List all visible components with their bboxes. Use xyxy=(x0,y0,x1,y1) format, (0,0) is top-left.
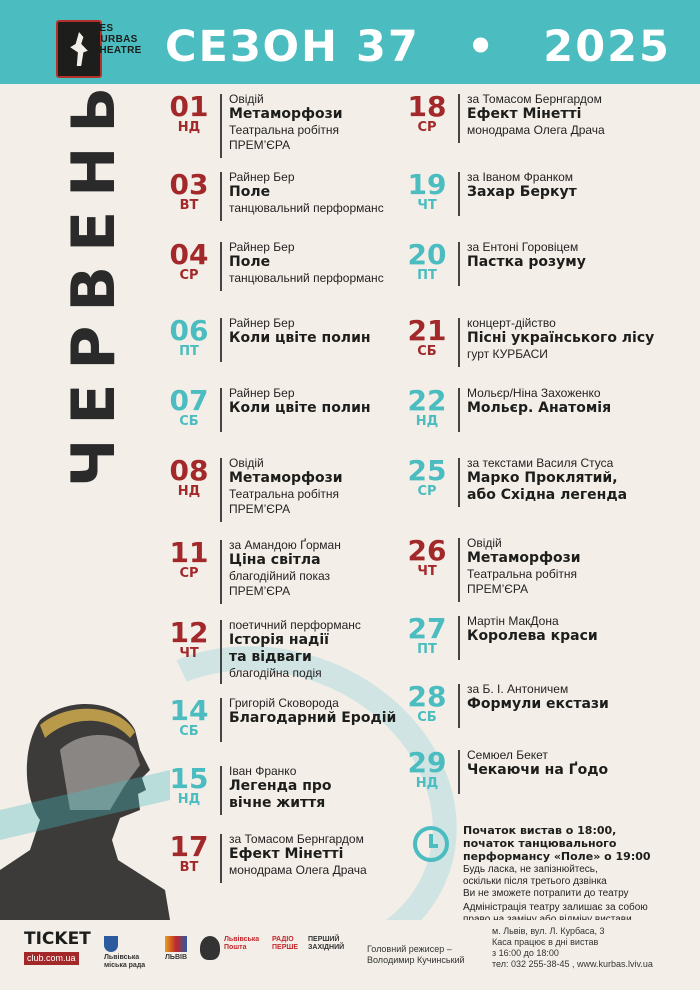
event-date xyxy=(160,618,218,661)
event-date xyxy=(398,456,456,499)
event-author: Овідій xyxy=(229,92,264,106)
event-divider xyxy=(220,172,222,221)
event-author: Мартін МакДона xyxy=(467,614,559,628)
event-divider xyxy=(220,834,222,883)
event-info xyxy=(467,170,699,201)
event-title: Поле xyxy=(229,254,271,270)
month-title: ЧЕРВЕНЬ xyxy=(59,72,129,488)
event-divider xyxy=(220,698,222,742)
event-info xyxy=(467,614,699,645)
event-author: Григорій Сковорода xyxy=(229,696,339,710)
event-weekday: СР xyxy=(179,268,199,283)
event-day: 07 xyxy=(169,384,209,417)
event-day: 18 xyxy=(407,90,447,123)
event-date xyxy=(398,316,456,359)
event-info xyxy=(467,240,699,271)
event-author: Іван Франко xyxy=(229,764,297,778)
event-title: Метаморфози xyxy=(467,550,581,566)
event-author: за Томасом Бернгардом xyxy=(467,92,602,106)
event-weekday: ПТ xyxy=(417,268,437,283)
event-weekday: НД xyxy=(177,120,201,135)
event-author: за Ентоні Горовіцем xyxy=(467,240,579,254)
event-day: 29 xyxy=(407,746,447,779)
lion-logo xyxy=(200,936,224,966)
clock-icon xyxy=(413,826,449,862)
late-line-3: Ви не зможете потрапити до театру xyxy=(463,888,629,899)
start-line-3: перформансу «Поле» о 19:00 xyxy=(463,850,651,863)
event-divider xyxy=(220,766,222,815)
event-note: монодрама Олега Драча xyxy=(467,123,605,137)
event-author: за Амандою Ґорман xyxy=(229,538,341,552)
event-weekday: НД xyxy=(415,776,439,791)
event-divider xyxy=(220,318,222,362)
event-note: Театральна робітня xyxy=(467,567,577,581)
event-weekday: НД xyxy=(177,792,201,807)
lviv-logo xyxy=(165,936,195,966)
event-author: за текстами Василя Стуса xyxy=(467,456,614,470)
director-line-2: Володимир Кучинський xyxy=(367,955,465,965)
start-line-1: Початок вистав о 18:00, xyxy=(463,824,617,837)
event-divider xyxy=(220,94,222,158)
event-divider xyxy=(458,172,460,216)
event-author: Овідій xyxy=(467,536,502,550)
event-info xyxy=(467,456,699,504)
event-divider xyxy=(458,242,460,286)
event-day: 20 xyxy=(407,238,447,271)
late-line-2: оскільки після третього дзвінка xyxy=(463,876,607,887)
event-info xyxy=(467,316,699,362)
event-date xyxy=(398,682,456,725)
event-day: 19 xyxy=(407,168,447,201)
start-time-note xyxy=(463,824,700,863)
season-year: 2025 xyxy=(543,22,671,72)
event-divider xyxy=(458,94,460,143)
late-line-1: Будь ласка, не запізнюйтесь, xyxy=(463,864,598,875)
season-name: СЕЗОН 37 xyxy=(165,22,420,72)
lviv-post-logo xyxy=(224,936,264,966)
radio-label: РАДІО ПЕРШЕ xyxy=(272,936,299,951)
ticket-logo-bottom: club.com.ua xyxy=(24,952,79,965)
event-title: Марко Проклятий, xyxy=(467,470,618,486)
event-day: 14 xyxy=(169,694,209,727)
event-day: 03 xyxy=(169,168,209,201)
ticket-club-logo[interactable] xyxy=(24,929,91,964)
event-title: Метаморфози xyxy=(229,470,343,486)
event-divider xyxy=(458,616,460,660)
event-title: Пастка розуму xyxy=(467,254,586,270)
event-day: 12 xyxy=(169,616,209,649)
event-author: поетичний перформанс xyxy=(229,618,361,632)
event-title: Ефект Мінетті xyxy=(229,846,344,862)
event-weekday: СБ xyxy=(417,710,437,725)
event-note: ПРЕМ’ЄРА xyxy=(467,582,529,596)
lviv-icon xyxy=(165,936,187,952)
event-divider xyxy=(220,620,222,684)
event-weekday: ПТ xyxy=(417,642,437,657)
event-weekday: ЧТ xyxy=(417,198,437,213)
event-title: Ціна світла xyxy=(229,552,321,568)
event-author: концерт-дійство xyxy=(467,316,556,330)
event-title: Захар Беркут xyxy=(467,184,577,200)
event-note: благодійна подія xyxy=(229,666,322,680)
event-date xyxy=(160,764,218,807)
address-block xyxy=(492,926,653,970)
event-title: Коли цвіте полин xyxy=(229,330,371,346)
event-title: Історія надії xyxy=(229,632,329,648)
event-note: танцювальний перформанс xyxy=(229,201,384,215)
lion-icon xyxy=(200,936,220,960)
event-note: гурт КУРБАСИ xyxy=(467,347,548,361)
event-divider xyxy=(458,684,460,728)
event-note: ПРЕМ’ЄРА xyxy=(229,138,291,152)
event-author: за Іваном Франком xyxy=(467,170,574,184)
event-author: Семюел Бекет xyxy=(467,748,548,762)
event-title: або Східна легенда xyxy=(467,487,628,503)
event-weekday: СР xyxy=(417,120,437,135)
event-day: 06 xyxy=(169,314,209,347)
event-day: 21 xyxy=(407,314,447,347)
event-date xyxy=(398,170,456,213)
event-weekday: СБ xyxy=(179,414,199,429)
event-divider xyxy=(220,458,222,522)
event-date xyxy=(160,240,218,283)
event-weekday: НД xyxy=(177,484,201,499)
event-weekday: СР xyxy=(417,484,437,499)
event-weekday: СР xyxy=(179,566,199,581)
event-title: Благодарний Еродій xyxy=(229,710,397,726)
event-title: та відваги xyxy=(229,649,312,665)
late-note xyxy=(463,864,700,900)
admin-line-1: Адміністрація театру залишає за собою xyxy=(463,902,648,913)
director-line-1: Головний режисер – xyxy=(367,944,452,954)
event-divider xyxy=(458,388,460,432)
season-title xyxy=(165,22,671,72)
event-date xyxy=(160,170,218,213)
first-western-label: ПЕРШИЙ ЗАХІДНИЙ xyxy=(308,936,345,951)
event-date xyxy=(398,386,456,429)
event-note: Театральна робітня xyxy=(229,123,339,137)
event-weekday: НД xyxy=(415,414,439,429)
event-day: 04 xyxy=(169,238,209,271)
event-divider xyxy=(458,458,460,507)
event-date xyxy=(160,92,218,135)
address-line-1: м. Львів, вул. Л. Курбаса, 3 xyxy=(492,926,605,936)
event-author: за Б. І. Антоничем xyxy=(467,682,569,696)
event-date xyxy=(398,614,456,657)
event-date xyxy=(160,696,218,739)
event-title: Ефект Мінетті xyxy=(467,106,582,122)
event-weekday: ВТ xyxy=(179,860,199,875)
coat-of-arms-icon xyxy=(104,936,118,952)
event-weekday: ПТ xyxy=(179,344,199,359)
event-author: Райнер Бер xyxy=(229,386,295,400)
event-author: за Томасом Бернгардом xyxy=(229,832,364,846)
event-title: вічне життя xyxy=(229,795,326,811)
event-divider xyxy=(458,318,460,367)
radio-logo xyxy=(272,936,302,966)
event-date xyxy=(160,386,218,429)
event-author: Райнер Бер xyxy=(229,240,295,254)
event-day: 27 xyxy=(407,612,447,645)
event-title: Королева краси xyxy=(467,628,598,644)
event-date xyxy=(160,832,218,875)
event-note: ПРЕМ’ЄРА xyxy=(229,584,291,598)
event-weekday: ЧТ xyxy=(179,646,199,661)
event-day: 15 xyxy=(169,762,209,795)
event-note: благодійний показ xyxy=(229,569,330,583)
event-date xyxy=(398,92,456,135)
event-title: Чекаючи на Ґодо xyxy=(467,762,609,778)
event-date xyxy=(160,538,218,581)
event-date xyxy=(160,456,218,499)
event-info xyxy=(467,536,699,597)
poet-portrait xyxy=(0,690,170,920)
event-info xyxy=(467,386,699,417)
event-weekday: ВТ xyxy=(179,198,199,213)
event-day: 22 xyxy=(407,384,447,417)
event-title: Мольєр. Анатомія xyxy=(467,400,612,416)
event-divider xyxy=(220,388,222,432)
event-day: 11 xyxy=(169,536,209,569)
lviv-council-label: Львівська міська рада xyxy=(104,954,146,969)
event-divider xyxy=(458,750,460,794)
event-note: монодрама Олега Драча xyxy=(229,863,367,877)
event-day: 25 xyxy=(407,454,447,487)
event-divider xyxy=(220,242,222,291)
event-author: Овідій xyxy=(229,456,264,470)
event-weekday: СБ xyxy=(179,724,199,739)
event-author: Райнер Бер xyxy=(229,316,295,330)
event-title: Метаморфози xyxy=(229,106,343,122)
event-date xyxy=(160,316,218,359)
ticket-logo-top: TICKET xyxy=(24,929,91,949)
event-date xyxy=(398,240,456,283)
event-author: Мольєр/Ніна Захоженко xyxy=(467,386,601,400)
address-line-4[interactable]: тел: 032 255-38-45 , www.kurbas.lviv.ua xyxy=(492,959,653,969)
event-date xyxy=(398,536,456,579)
event-title: Поле xyxy=(229,184,271,200)
event-info xyxy=(467,748,699,779)
first-western-logo xyxy=(308,936,362,966)
season-bullet: • xyxy=(466,22,497,72)
event-title: Пісні українського лісу xyxy=(467,330,655,346)
address-line-3: з 16:00 до 18:00 xyxy=(492,948,559,958)
event-info xyxy=(467,682,699,713)
event-author: Райнер Бер xyxy=(229,170,295,184)
event-weekday: ЧТ xyxy=(417,564,437,579)
logo-line-2: KURBAS xyxy=(93,34,138,45)
address-line-2: Каса працює в дні вистав xyxy=(492,937,599,947)
event-date xyxy=(398,748,456,791)
event-day: 26 xyxy=(407,534,447,567)
event-day: 01 xyxy=(169,90,209,123)
event-day: 08 xyxy=(169,454,209,487)
event-day: 17 xyxy=(169,830,209,863)
event-title: Легенда про xyxy=(229,778,332,794)
event-weekday: СБ xyxy=(417,344,437,359)
event-info xyxy=(467,92,699,138)
event-note: ПРЕМ’ЄРА xyxy=(229,502,291,516)
logo-line-1: LES xyxy=(93,23,114,34)
lviv-post-label: Львівська Пошта xyxy=(224,936,260,951)
start-line-2: початок танцювального xyxy=(463,837,617,850)
event-divider xyxy=(458,538,460,602)
lviv-council-logo xyxy=(104,936,154,969)
logo-line-3: THEATRE xyxy=(93,45,142,56)
lviv-label: ЛЬВІВ xyxy=(165,954,187,961)
director-credit xyxy=(367,944,465,966)
event-title: Формули екстази xyxy=(467,696,609,712)
event-day: 28 xyxy=(407,680,447,713)
event-note: Театральна робітня xyxy=(229,487,339,501)
event-note: танцювальний перформанс xyxy=(229,271,384,285)
event-title: Коли цвіте полин xyxy=(229,400,371,416)
event-divider xyxy=(220,540,222,604)
